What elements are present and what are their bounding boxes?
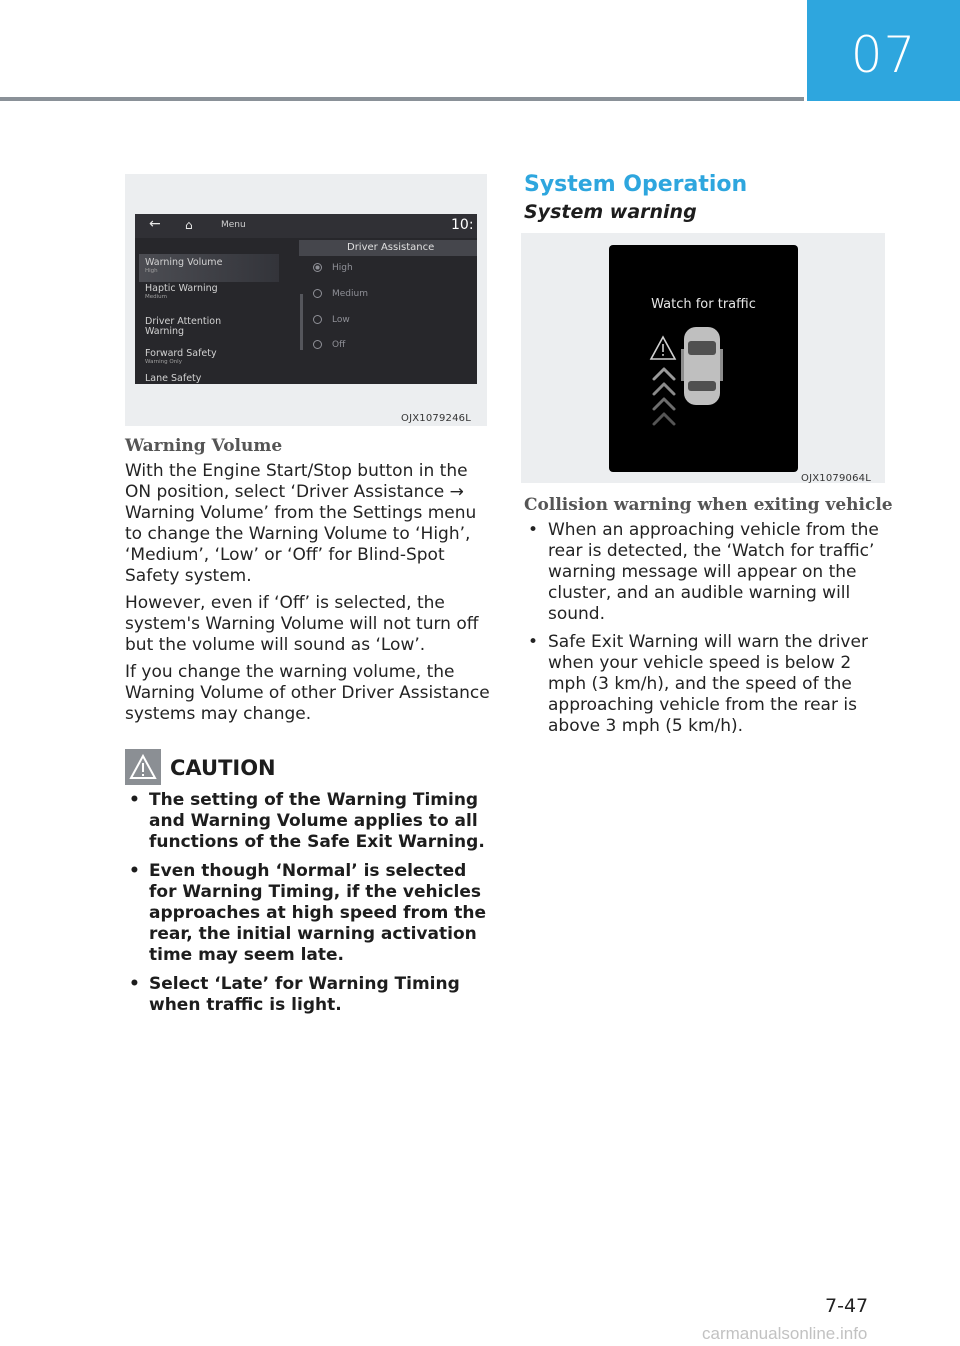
cluster-display [609,245,798,472]
paragraph: However, even if ‘Off’ is selected, the system's Warning Volume will not turn off but the volume will sound as ‘Low’. [125,593,479,655]
menu-item-forward-safety: Forward Safety Warning Only [145,348,217,365]
list-item: • The setting of the Warning Timing and Warning Volume applies to all functions of the Safe Exit Warning. [129,790,485,852]
option-medium: Medium [313,289,368,299]
menu-item-warning-volume: Warning Volume High [145,257,223,274]
list-item: • Safe Exit Warning will warn the driver when your vehicle speed is below 2 mph (3 km/h), and the speed of the approaching vehicle from the rear is above 3 mph (5 km/h). [528,632,868,736]
subheading-warning-volume: Warning Volume [125,436,283,456]
clock: 10: [451,217,474,233]
caution-title: CAUTION [170,756,276,780]
subheading-collision-warning: Collision warning when exiting vehicle [524,495,893,515]
vehicle-top-view-icon [681,327,723,405]
section-title: System Operation [524,172,748,197]
watermark: carmanualsonline.info [702,1324,868,1343]
warning-triangle-icon [125,749,161,785]
list-item: • Select ‘Late’ for Warning Timing when traffic is light. [129,974,460,1015]
figure-caption: OJX1079246L [401,413,471,424]
home-icon: ⌂ [185,218,193,232]
page-number: 7-47 [825,1295,869,1317]
warning-triangle-icon [651,337,675,359]
panel-header [299,240,477,256]
caution-list [125,790,487,1024]
panel-title: Driver Assistance [347,242,435,253]
radio-icon [313,289,322,298]
radio-selected-icon [313,263,322,272]
list-item: • When an approaching vehicle from the rear is detected, the ‘Watch for traffic’ warning message will appear on the cluster, and an audible warning will sound. [528,520,879,624]
option-high: High [313,263,353,273]
bullet-list [524,520,886,744]
back-arrow-icon: ← [149,216,161,232]
figure-caption: OJX1079064L [801,473,871,484]
cluster-message: Watch for traffic [651,297,756,312]
header-rule [0,97,804,101]
menu-item-driver-attention: Driver Attention Warning [145,316,222,337]
system-warning-figure [521,233,885,483]
chapter-tab: 07 [807,0,960,101]
scroll-indicator [300,294,303,350]
radio-icon [313,315,322,324]
cluster-graphic [609,245,798,472]
option-off: Off [313,340,345,350]
menu-item-lane-safety: Lane Safety [145,373,202,384]
settings-screen [135,214,477,384]
menu-item-haptic-warning: Haptic Warning Medium [145,283,218,300]
radio-icon [313,340,322,349]
subtitle: System warning [524,201,697,223]
list-item: • Even though ‘Normal’ is selected for Warning Timing, if the vehicles approaches at high speed from the rear, the initial warning activation time may seem late. [129,861,487,965]
menu-label: Menu [221,220,246,230]
warning-volume-figure [125,174,487,426]
approach-chevrons-icon [654,369,674,424]
option-low: Low [313,315,350,325]
paragraph: If you change the warning volume, the Warning Volume of other Driver Assistance systems may change. [125,662,490,724]
paragraph: With the Engine Start/Stop button in the ON position, select ‘Driver Assistance → Warning Volume’ from the Settings menu to change the Warning Volume to ‘High’, ‘Medium’, ‘Low’ or ‘Off’ for Blind-Spot Safety system. [125,461,477,586]
